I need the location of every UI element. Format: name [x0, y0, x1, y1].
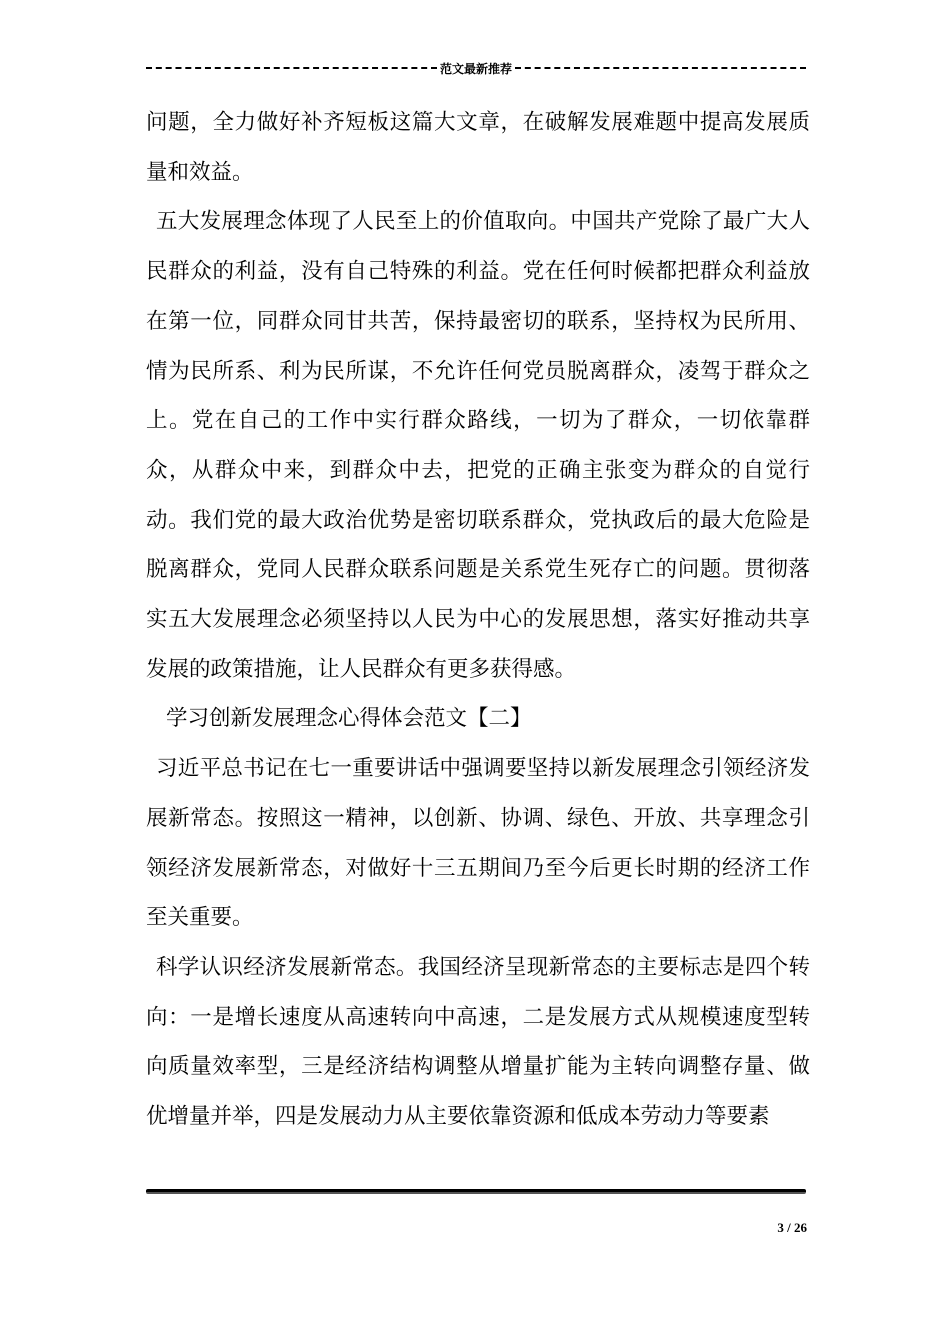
header-dash-right — [515, 67, 806, 69]
paragraph-speech: 习近平总书记在七一重要讲话中强调要坚持以新发展理念引领经济发展新常态。按照这一精神，以创新、协调、绿色、开放、共享理念引领经济发展新常态，对做好十三五期间乃至今后更长时期的经济工作至关重要。 — [146, 756, 810, 931]
paragraph-new-normal: 科学认识经济发展新常态。我国经济呈现新常态的主要标志是四个转向：一是增长速度从高速转向中高速，二是发展方式从规模速度型转向质量效率型，三是经济结构调整从增量扩能为主转向调整存量、做优增量并举，四是发展动力从主要依靠资源和低成本劳动力等要素 — [146, 954, 810, 1130]
header-title: 范文最新推荐 — [440, 61, 513, 76]
page-header — [146, 56, 806, 80]
paragraph-five-concepts: 五大发展理念体现了人民至上的价值取向。中国共产党除了最广大人民群众的利益，没有自己特殊的利益。党在任何时候都把群众利益放在第一位，同群众同甘共苦，保持最密切的联系，坚持权为民所用、情为民所系、利为民所谋，不允许任何党员脱离群众，凌驾于群众之上。党在自己的工作中实行群众路线，一切为了群众，一切依靠群众，从群众中来，到群众中去，把党的正确主张变为群众的自觉行动。我们党的最大政治优势是密切联系群众，党执政后的最大危险是脱离群众，党同人民群众联系问题是关系党生死存亡的问题。贯彻落实五大发展理念必须坚持以人民为中心的发展思想，落实好推动共享发展的政策措施，让人民群众有更多获得感。 — [146, 209, 810, 682]
page-number: 3 / 26 — [777, 1220, 807, 1235]
header-dash-left — [146, 67, 437, 69]
paragraph-continuation: 问题，全力做好补齐短板这篇大文章，在破解发展难题中提高发展质量和效益。 — [146, 110, 810, 185]
footer-rule — [146, 1189, 806, 1194]
section-heading: 学习创新发展理念心得体会范文【二】 — [166, 706, 532, 732]
document-body — [146, 98, 810, 1142]
